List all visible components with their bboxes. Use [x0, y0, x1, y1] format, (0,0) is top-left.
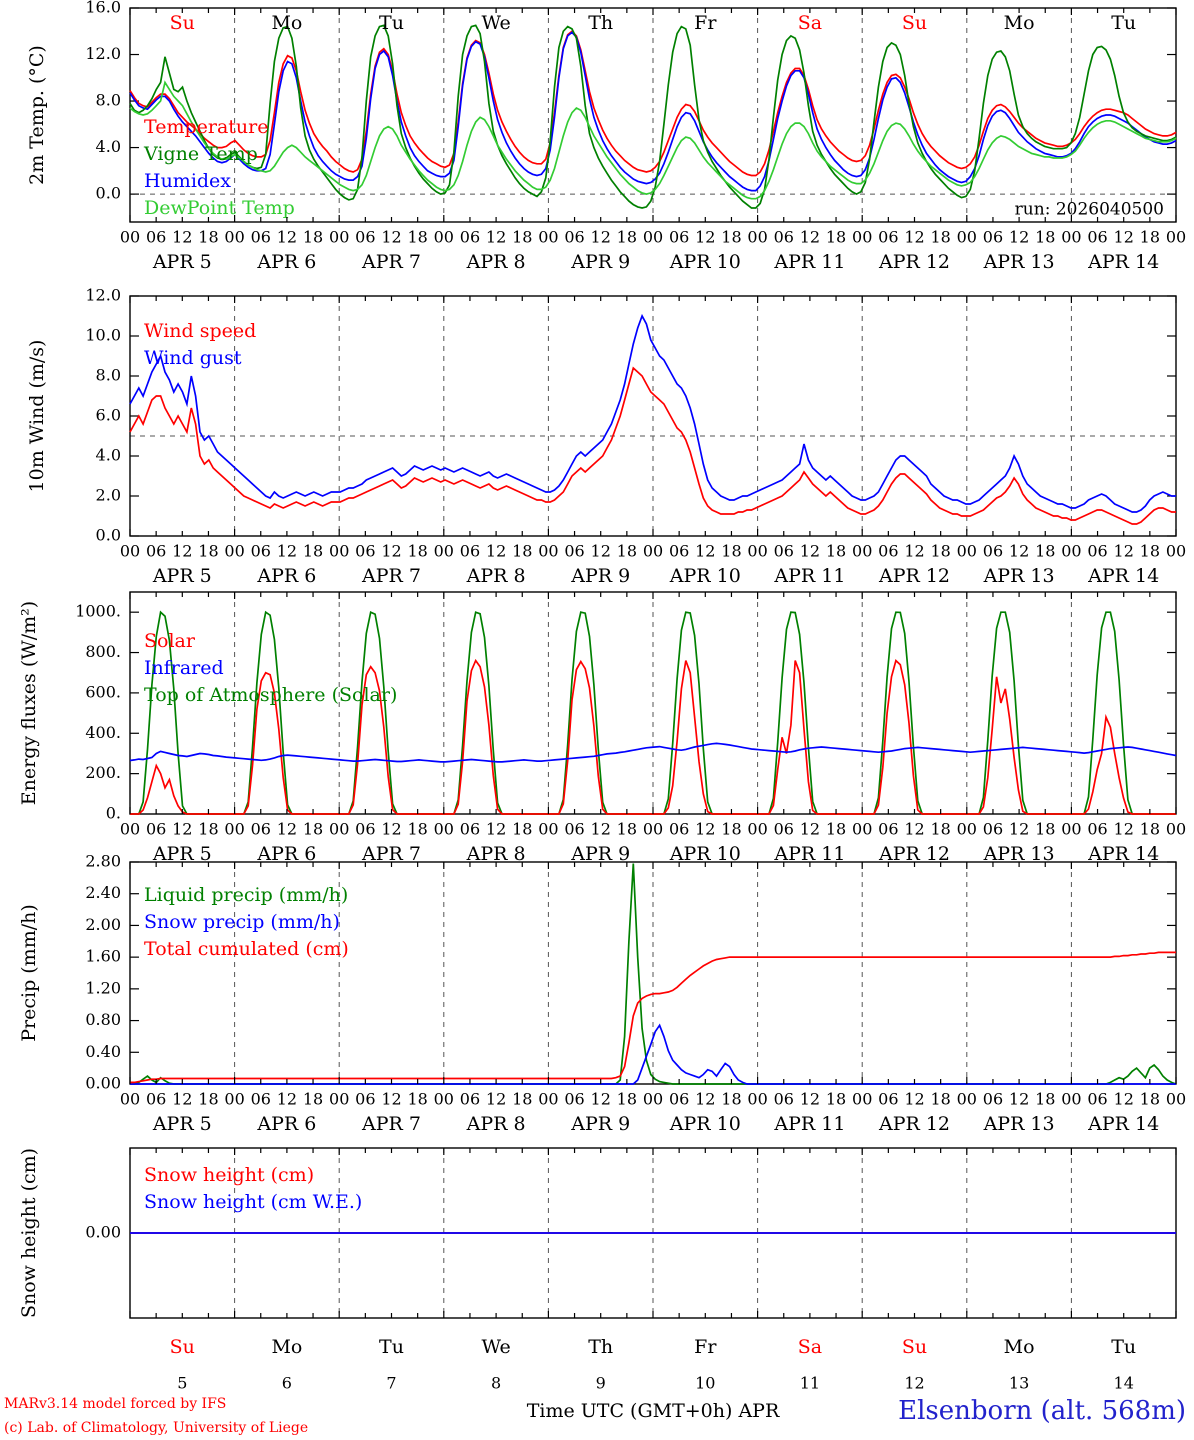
x-day-label: APR 14 [1088, 843, 1160, 865]
x-hour-label: 06 [145, 541, 167, 561]
x-hour-label: 18 [930, 227, 951, 247]
x-hour-label: 00 [224, 1089, 245, 1109]
x-hour-label: 00 [433, 1089, 454, 1109]
y-tick-label: 8.0 [95, 365, 121, 385]
x-hour-label: 18 [1139, 227, 1161, 247]
x-hour-label: 18 [721, 819, 742, 839]
x-hour-label: 12 [381, 1089, 402, 1109]
x-hour-label: 18 [721, 1089, 742, 1109]
x-hour-label: 12 [381, 227, 402, 247]
x-day-label: APR 6 [257, 565, 317, 587]
dow-label-top-7: Su [901, 12, 928, 34]
x-daynum-label: 13 [1008, 1373, 1030, 1393]
x-day-label: APR 13 [983, 1113, 1055, 1135]
x-hour-label: 06 [459, 819, 481, 839]
y-tick-label: 10.0 [85, 325, 121, 345]
dow-label-bottom-8: Mo [1003, 1336, 1035, 1358]
x-day-label: APR 7 [362, 843, 421, 865]
x-hour-label: 18 [930, 1089, 951, 1109]
x-hour-label: 00 [538, 1089, 559, 1109]
y-tick-label: 1000. [75, 601, 121, 621]
x-hour-label: 06 [982, 541, 1004, 561]
x-hour-label: 18 [930, 541, 951, 561]
x-hour-label: 18 [407, 227, 428, 247]
y-tick-label: 0.0 [95, 183, 121, 203]
x-hour-label: 00 [119, 1089, 141, 1109]
panel-energy [18, 592, 1186, 865]
x-day-label: APR 10 [669, 251, 741, 273]
x-hour-label: 06 [355, 819, 376, 839]
x-hour-label: 00 [433, 541, 454, 561]
x-hour-label: 18 [302, 227, 324, 247]
x-hour-label: 00 [433, 227, 454, 247]
y-tick-label: 8.0 [95, 90, 121, 110]
axis-title-precip: Precip (mm/h) [18, 904, 40, 1042]
x-hour-label: 00 [956, 1089, 977, 1109]
x-daynum-label: 9 [595, 1373, 606, 1393]
x-hour-label: 18 [512, 819, 533, 839]
x-hour-label: 06 [145, 227, 167, 247]
x-hour-label: 00 [119, 541, 141, 561]
x-hour-label: 12 [1008, 541, 1030, 561]
x-hour-label: 18 [302, 541, 324, 561]
x-hour-label: 06 [878, 819, 899, 839]
x-day-label: APR 6 [257, 843, 317, 865]
x-hour-label: 18 [198, 1089, 219, 1109]
y-tick-label: 6.0 [95, 405, 121, 425]
x-day-label: APR 5 [152, 251, 212, 273]
dow-label-top-5: Fr [694, 12, 717, 34]
dow-label-top-3: We [481, 12, 511, 34]
x-hour-label: 00 [1061, 541, 1082, 561]
y-tick-label: 0.80 [85, 1010, 121, 1030]
x-hour-label: 06 [668, 1089, 690, 1109]
x-day-label: APR 9 [571, 251, 631, 273]
x-day-label: APR 6 [257, 251, 317, 273]
x-hour-label: 18 [825, 819, 847, 839]
x-hour-label: 18 [407, 541, 428, 561]
x-hour-label: 06 [250, 1089, 271, 1109]
x-day-label: APR 14 [1088, 1113, 1160, 1135]
x-hour-label: 12 [276, 541, 298, 561]
x-hour-label: 06 [773, 819, 794, 839]
y-tick-label: 200. [85, 763, 121, 783]
y-tick-label: 2.80 [85, 851, 121, 871]
y-tick-label: 400. [85, 722, 121, 742]
y-tick-label: 0.00 [85, 1073, 121, 1093]
x-daynum-label: 7 [386, 1373, 397, 1393]
x-hour-label: 06 [668, 541, 690, 561]
x-hour-label: 06 [878, 227, 899, 247]
y-tick-label: 12.0 [85, 285, 121, 305]
x-hour-label: 00 [642, 819, 664, 839]
x-hour-label: 00 [538, 541, 559, 561]
dow-label-bottom-4: Th [588, 1336, 614, 1358]
x-hour-label: 12 [485, 819, 507, 839]
x-daynum-label: 8 [491, 1373, 502, 1393]
x-hour-label: 18 [512, 1089, 533, 1109]
x-hour-label: 18 [1139, 541, 1161, 561]
x-hour-label: 06 [564, 541, 585, 561]
x-daynum-label: 10 [695, 1373, 716, 1393]
x-hour-label: 00 [1165, 227, 1187, 247]
x-hour-label: 06 [564, 819, 585, 839]
y-tick-label: 2.0 [95, 485, 121, 505]
x-hour-label: 12 [695, 1089, 716, 1109]
legend-item-energy-1: Infrared [144, 657, 224, 679]
x-day-label: APR 12 [878, 1113, 951, 1135]
x-hour-label: 06 [773, 227, 794, 247]
x-hour-label: 06 [355, 227, 376, 247]
x-hour-label: 18 [512, 227, 533, 247]
dow-label-top-2: Tu [379, 12, 404, 34]
x-day-label: APR 14 [1088, 251, 1160, 273]
x-hour-label: 12 [172, 541, 193, 561]
x-hour-label: 00 [747, 541, 768, 561]
x-hour-label: 00 [1061, 227, 1082, 247]
x-hour-label: 06 [145, 819, 167, 839]
series-wind-gust [130, 316, 1176, 512]
x-hour-label: 00 [538, 227, 559, 247]
x-hour-label: 18 [825, 1089, 847, 1109]
x-day-label: APR 7 [362, 251, 421, 273]
x-hour-label: 06 [982, 819, 1004, 839]
x-day-label: APR 13 [983, 251, 1055, 273]
x-hour-label: 00 [329, 541, 350, 561]
x-day-label: APR 8 [466, 1113, 526, 1135]
x-hour-label: 00 [433, 819, 454, 839]
x-hour-label: 18 [825, 541, 847, 561]
legend-item-temperature-3: DewPoint Temp [144, 197, 295, 219]
dow-label-top-9: Tu [1111, 12, 1137, 34]
dow-label-bottom-3: We [481, 1336, 511, 1358]
x-hour-label: 06 [564, 227, 585, 247]
x-hour-label: 00 [1165, 819, 1187, 839]
footer-copyright: (c) Lab. of Climatology, University of Liege [4, 1420, 309, 1436]
x-hour-label: 12 [590, 227, 611, 247]
legend-item-energy-0: Solar [144, 630, 195, 652]
x-hour-label: 00 [329, 819, 350, 839]
x-day-label: APR 8 [466, 843, 526, 865]
x-day-label: APR 9 [571, 843, 631, 865]
x-hour-label: 06 [668, 227, 690, 247]
legend-item-snow-0: Snow height (cm) [144, 1164, 315, 1186]
dow-label-bottom-2: Tu [379, 1336, 404, 1358]
x-hour-label: 00 [329, 1089, 350, 1109]
x-hour-label: 06 [355, 1089, 376, 1109]
x-hour-label: 06 [773, 541, 794, 561]
x-hour-label: 18 [721, 227, 742, 247]
dow-label-top-1: Mo [271, 12, 303, 34]
legend-item-snow-1: Snow height (cm W.E.) [144, 1191, 363, 1213]
x-hour-label: 12 [276, 227, 298, 247]
dow-label-top-0: Su [169, 12, 195, 34]
x-hour-label: 06 [878, 1089, 899, 1109]
x-day-label: APR 7 [362, 565, 421, 587]
x-hour-label: 12 [590, 1089, 611, 1109]
x-day-label: APR 7 [362, 1113, 421, 1135]
x-hour-label: 06 [1087, 227, 1108, 247]
x-hour-label: 00 [852, 541, 873, 561]
x-hour-label: 12 [172, 819, 193, 839]
x-hour-label: 00 [747, 1089, 768, 1109]
panel-temperature [26, 0, 1186, 273]
legend-item-wind-1: Wind gust [144, 347, 242, 369]
axis-title-temperature: 2m Temp. (°C) [26, 45, 48, 185]
y-tick-label: 1.60 [85, 946, 121, 966]
x-hour-label: 18 [616, 227, 638, 247]
x-day-label: APR 5 [152, 1113, 212, 1135]
panel-precip [18, 852, 1186, 1136]
dow-label-bottom-6: Sa [797, 1336, 823, 1358]
x-hour-label: 18 [1139, 1089, 1161, 1109]
x-daynum-label: 11 [799, 1373, 821, 1393]
y-tick-label: 0.0 [95, 525, 121, 545]
x-day-label: APR 5 [152, 843, 212, 865]
x-hour-label: 12 [381, 819, 402, 839]
x-day-label: APR 8 [466, 565, 526, 587]
x-day-label: APR 11 [774, 251, 846, 273]
x-hour-label: 00 [1165, 1089, 1187, 1109]
x-hour-label: 12 [172, 227, 193, 247]
x-hour-label: 18 [302, 1089, 324, 1109]
x-hour-label: 12 [1113, 541, 1134, 561]
x-hour-label: 18 [512, 541, 533, 561]
x-hour-label: 06 [773, 1089, 794, 1109]
x-hour-label: 12 [1008, 819, 1030, 839]
x-hour-label: 12 [381, 541, 402, 561]
y-tick-label: 0.40 [85, 1041, 121, 1061]
x-hour-label: 18 [1035, 541, 1056, 561]
x-hour-label: 06 [564, 1089, 585, 1109]
x-hour-label: 18 [198, 227, 219, 247]
x-hour-label: 00 [642, 1089, 664, 1109]
x-hour-label: 12 [590, 819, 611, 839]
x-hour-label: 00 [642, 541, 664, 561]
x-hour-label: 00 [1165, 541, 1187, 561]
x-hour-label: 00 [119, 819, 141, 839]
x-hour-label: 00 [224, 227, 245, 247]
x-hour-label: 06 [459, 541, 481, 561]
panel-snow [18, 1148, 1176, 1422]
y-tick-label: 0.00 [85, 1222, 121, 1242]
x-hour-label: 12 [485, 541, 507, 561]
axis-title-wind: 10m Wind (m/s) [26, 339, 48, 493]
x-day-label: APR 12 [878, 251, 951, 273]
x-day-label: APR 8 [466, 251, 526, 273]
x-day-label: APR 9 [571, 565, 631, 587]
y-tick-label: 800. [85, 642, 121, 662]
x-hour-label: 12 [904, 819, 925, 839]
x-day-label: APR 11 [774, 565, 846, 587]
x-day-label: APR 9 [571, 1113, 631, 1135]
legend-item-precip-2: Total cumulated (cm) [144, 938, 349, 960]
dow-label-bottom-9: Tu [1111, 1336, 1137, 1358]
x-daynum-label: 6 [281, 1373, 292, 1393]
x-day-label: APR 12 [878, 565, 951, 587]
x-hour-label: 18 [302, 819, 324, 839]
site-label: Elsenborn (alt. 568m) [898, 1396, 1186, 1426]
axis-title-energy: Energy fluxes (W/m²) [18, 600, 40, 806]
x-hour-label: 06 [250, 819, 271, 839]
x-hour-label: 06 [982, 227, 1004, 247]
x-hour-label: 06 [1087, 541, 1108, 561]
legend-item-temperature-2: Humidex [144, 170, 232, 192]
dow-label-bottom-7: Su [901, 1336, 928, 1358]
x-hour-label: 06 [250, 227, 271, 247]
x-hour-label: 06 [668, 819, 690, 839]
x-day-label: APR 10 [669, 843, 741, 865]
dow-label-bottom-0: Su [169, 1336, 195, 1358]
x-hour-label: 06 [878, 541, 899, 561]
y-tick-label: 2.40 [85, 883, 121, 903]
x-hour-label: 12 [485, 1089, 507, 1109]
x-hour-label: 12 [1113, 819, 1134, 839]
x-hour-label: 06 [250, 541, 271, 561]
x-hour-label: 00 [1061, 819, 1082, 839]
y-tick-label: 4.0 [95, 445, 121, 465]
axis-title-snow: Snow height (cm) [18, 1147, 40, 1319]
x-hour-label: 18 [198, 819, 219, 839]
legend-item-precip-0: Liquid precip (mm/h) [144, 884, 349, 906]
panel-wind [26, 286, 1186, 588]
x-hour-label: 12 [695, 541, 716, 561]
y-tick-label: 12.0 [85, 44, 121, 64]
x-day-label: APR 11 [774, 843, 846, 865]
legend-item-temperature-0: Temperature [144, 116, 269, 138]
x-hour-label: 12 [1113, 227, 1134, 247]
y-tick-label: 2.00 [85, 914, 121, 934]
x-day-label: APR 12 [878, 843, 951, 865]
x-hour-label: 18 [616, 541, 638, 561]
x-hour-label: 06 [1087, 819, 1108, 839]
x-daynum-label: 5 [177, 1373, 188, 1393]
x-hour-label: 00 [747, 819, 768, 839]
x-hour-label: 12 [1113, 1089, 1134, 1109]
x-day-label: APR 6 [257, 1113, 317, 1135]
x-hour-label: 18 [1139, 819, 1161, 839]
x-hour-label: 00 [956, 819, 977, 839]
x-hour-label: 18 [198, 541, 219, 561]
x-hour-label: 00 [538, 819, 559, 839]
x-hour-label: 18 [1035, 819, 1056, 839]
x-hour-label: 12 [1008, 1089, 1030, 1109]
x-day-label: APR 11 [774, 1113, 846, 1135]
x-hour-label: 12 [1008, 227, 1030, 247]
footer-model: MARv3.14 model forced by IFS [4, 1396, 227, 1412]
x-hour-label: 06 [1087, 1089, 1108, 1109]
x-day-label: APR 14 [1088, 565, 1160, 587]
dow-label-top-6: Sa [797, 12, 823, 34]
legend-item-wind-0: Wind speed [144, 320, 257, 342]
x-daynum-label: 14 [1113, 1373, 1134, 1393]
x-day-label: APR 13 [983, 565, 1055, 587]
x-hour-label: 00 [956, 227, 977, 247]
dow-label-bottom-5: Fr [694, 1336, 717, 1358]
x-hour-label: 00 [747, 227, 768, 247]
x-hour-label: 12 [799, 541, 821, 561]
y-tick-label: 600. [85, 682, 121, 702]
x-hour-label: 00 [642, 227, 664, 247]
x-hour-label: 00 [956, 541, 977, 561]
legend-item-precip-1: Snow precip (mm/h) [144, 911, 340, 933]
dow-label-top-8: Mo [1003, 12, 1035, 34]
x-axis-title: Time UTC (GMT+0h) APR [526, 1400, 780, 1422]
x-hour-label: 18 [1035, 227, 1056, 247]
x-hour-label: 06 [982, 1089, 1004, 1109]
y-tick-label: 4.0 [95, 137, 121, 157]
y-tick-label: 16.0 [85, 0, 121, 17]
x-hour-label: 06 [459, 1089, 481, 1109]
x-hour-label: 12 [172, 1089, 193, 1109]
x-hour-label: 18 [616, 1089, 638, 1109]
x-hour-label: 12 [799, 227, 821, 247]
x-hour-label: 12 [799, 819, 821, 839]
dow-label-bottom-1: Mo [271, 1336, 303, 1358]
x-day-label: APR 10 [669, 1113, 741, 1135]
x-day-label: APR 13 [983, 843, 1055, 865]
x-hour-label: 12 [799, 1089, 821, 1109]
x-day-label: APR 10 [669, 565, 741, 587]
x-day-label: APR 5 [152, 565, 212, 587]
x-hour-label: 12 [904, 1089, 925, 1109]
x-hour-label: 12 [276, 1089, 298, 1109]
x-hour-label: 00 [852, 227, 873, 247]
x-hour-label: 12 [485, 227, 507, 247]
x-hour-label: 00 [852, 1089, 873, 1109]
x-hour-label: 00 [329, 227, 350, 247]
x-hour-label: 18 [407, 1089, 428, 1109]
x-hour-label: 18 [616, 819, 638, 839]
x-hour-label: 00 [119, 227, 141, 247]
x-hour-label: 00 [1061, 1089, 1082, 1109]
x-hour-label: 00 [224, 541, 245, 561]
x-hour-label: 12 [590, 541, 611, 561]
x-hour-label: 12 [904, 227, 925, 247]
x-hour-label: 18 [825, 227, 847, 247]
x-hour-label: 18 [721, 541, 742, 561]
x-hour-label: 18 [1035, 1089, 1056, 1109]
x-hour-label: 12 [695, 819, 716, 839]
y-tick-label: 0. [105, 803, 121, 823]
x-hour-label: 12 [276, 819, 298, 839]
x-hour-label: 06 [355, 541, 376, 561]
x-hour-label: 00 [852, 819, 873, 839]
x-daynum-label: 12 [904, 1373, 925, 1393]
x-hour-label: 18 [930, 819, 951, 839]
legend-item-energy-2: Top of Atmosphere (Solar) [144, 684, 398, 706]
x-hour-label: 06 [459, 227, 481, 247]
y-tick-label: 1.20 [85, 978, 121, 998]
x-hour-label: 06 [145, 1089, 167, 1109]
x-hour-label: 12 [695, 227, 716, 247]
x-hour-label: 18 [407, 819, 428, 839]
run-label: run: 2026040500 [1014, 199, 1164, 220]
dow-label-top-4: Th [588, 12, 614, 34]
x-hour-label: 12 [904, 541, 925, 561]
x-hour-label: 00 [224, 819, 245, 839]
legend-item-temperature-1: Vigne Temp [144, 143, 258, 165]
